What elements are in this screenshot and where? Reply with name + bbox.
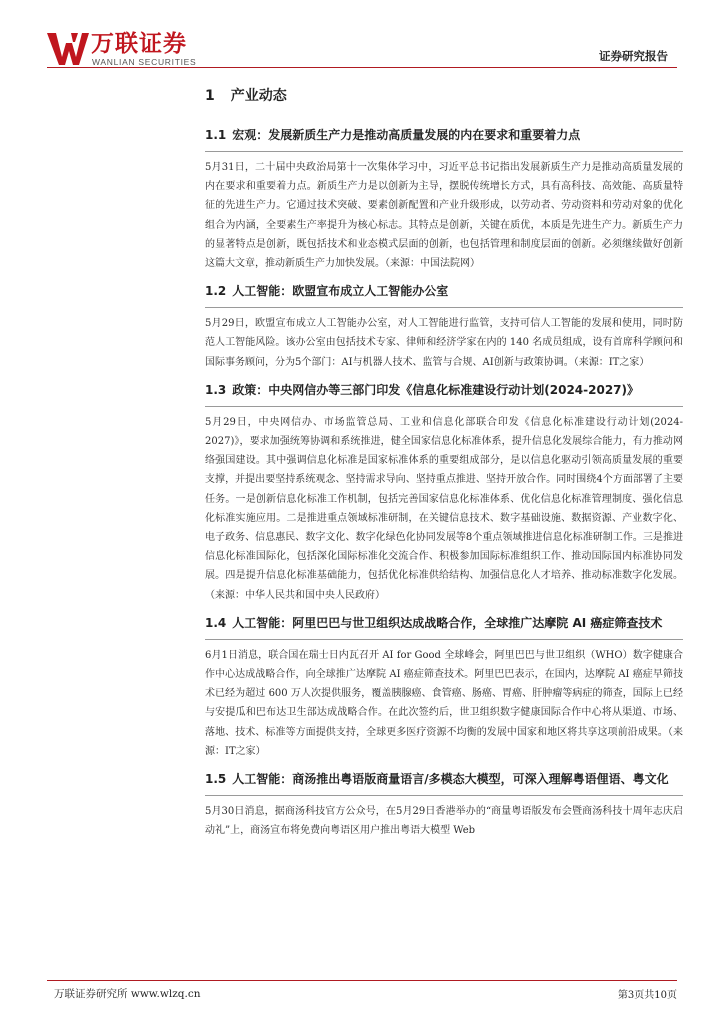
logo-w-mark-icon <box>47 31 89 67</box>
report-type-label: 证券研究报告 <box>599 49 668 63</box>
subsection-title: 人工智能：阿里巴巴与世卫组织达成战略合作，全球推广达摩院 AI 癌症筛查技术 <box>232 615 663 630</box>
section-number: 1 <box>205 88 215 104</box>
subsection-1-2 <box>205 281 685 372</box>
subsection-title: 人工智能：欧盟宣布成立人工智能办公室 <box>232 284 449 299</box>
subsection-body: 6月1日消息，联合国在瑞士日内瓦召开 AI for Good 全球峰会，阿里巴巴与世卫组织（WHO）数字健康合作中心达成战略合作，向全球推广达摩院 AI 癌症筛查技术。阿里巴巴表示，在国内，达摩院 AI 癌症早筛技术已经为超过 600 万人次提供服务，覆盖胰腺癌、食管癌、肠癌、胃癌、肝肿瘤等病症的筛查，国际上已经与安提瓜和巴布达卫生部达成战略合作。在此次签约后，世卫组织数字健康国际合作中心将从渠道、市场、落地、技术、标准等方面提供支持，全球更多医疗资源不均衡的发展中国家和地区将共享这项前沿成果。（来源：IT之家） <box>205 649 683 757</box>
subsection-title: 宏观：发展新质生产力是推动高质量发展的内在要求和重要着力点 <box>232 128 581 142</box>
subsection-number: 1.3 <box>205 382 227 397</box>
main-content <box>205 80 685 848</box>
subsection-1-5 <box>205 769 685 840</box>
subsection-1-1 <box>205 125 685 273</box>
subsection-heading <box>205 281 683 308</box>
subsection-title: 政策：中央网信办等三部门印发《信息化标准建设行动计划(2024-2027)》 <box>232 382 640 397</box>
section-title: 产业动态 <box>230 88 287 104</box>
logo-english-name: WANLIAN SECURITIES <box>92 57 197 67</box>
subsection-1-4 <box>205 613 685 761</box>
footer-divider <box>47 980 677 981</box>
header-divider <box>47 67 677 68</box>
subsection-body: 5月29日，欧盟宣布成立人工智能办公室，对人工智能进行监管，支持可信人工智能的发展和使用，同时防范人工智能风险。该办公室由包括技术专家、律师和经济学家在内的 140 名成员组成，设有首席科学顾问和国际事务顾问，分为5个部门：AI与机器人技术、监管与合规、AI创新与政策协调。（来源：IT之家） <box>205 318 683 368</box>
page-header <box>0 0 724 74</box>
logo-chinese-name: 万联证券 <box>91 31 187 57</box>
subsection-number: 1.1 <box>205 128 227 142</box>
company-logo <box>47 31 207 71</box>
subsection-number: 1.4 <box>205 615 227 630</box>
subsection-heading <box>205 769 683 796</box>
subsection-heading <box>205 380 683 407</box>
subsection-body: 5月30日消息，据商汤科技官方公众号，在5月29日香港举办的“商量粤语版发布会暨商汤科技十周年志庆启动礼”上，商汤宣布将免费向粤语区用户推出粤语大模型 Web <box>205 806 683 837</box>
subsection-body: 5月29日，中央网信办、市场监管总局、工业和信息化部联合印发《信息化标准建设行动计划(2024-2027)》，要求加强统筹协调和系统推进，健全国家信息化标准体系，提升信息化发展综合能力，有力推动网络强国建设。其中强调信息化标准是国家标准体系的重要组成部分，是以信息化驱动引领高质量发展的重要支撑，并提出要坚持系统观念、坚持需求导向、坚持重点推进、坚持开放合作。同时围绕4个方面部署了主要任务。一是创新信息化标准工作机制，包括完善国家信息化标准体系、优化信息化标准管理制度、强化信息化标准实施应用。二是推进重点领域标准研制，在关键信息技术、数字基础设施、数据资源、产业数字化、电子政务、信息惠民、数字文化、数字化绿色化协同发展等8个重点领域推进信息化标准研制工作。三是推进信息化标准国际化，包括深化国际标准化交流合作、积极参加国际标准组织工作、推动国际国内标准协同发展。四是提升信息化标准基础能力，包括优化标准供给结构、加强信息化人才培养、推动标准数字化发展。（来源：中华人民共和国中央人民政府） <box>205 416 683 601</box>
subsection-title: 人工智能：商汤推出粤语版商量语言/多模态大模型，可深入理解粤语俚语、粤文化 <box>232 772 669 787</box>
subsection-number: 1.5 <box>205 772 227 787</box>
subsection-body: 5月31日，二十届中央政治局第十一次集体学习中，习近平总书记指出发展新质生产力是推动高质量发展的内在要求和重要着力点。新质生产力是以创新为主导，摆脱传统增长方式，具有高科技、高效能、高质量特征的先进生产力。它通过技术突破、要素创新配置和产业升级形成，以劳动者、劳动资料和劳动对象的优化组合为内涵，全要素生产率提升为核心标志。其特点是创新，关键在质优，本质是先进生产力。新质生产力的显著特点是创新，既包括技术和业态模式层面的创新，也包括管理和制度层面的创新。必须继续做好创新这篇大文章，推动新质生产力加快发展。（来源：中国法院网） <box>205 162 683 270</box>
subsection-heading <box>205 125 683 152</box>
subsection-number: 1.2 <box>205 284 227 299</box>
section-heading <box>205 85 685 107</box>
subsection-heading <box>205 613 683 640</box>
footer-source-website: 万联证券研究所 www.wlzq.cn <box>54 988 201 1000</box>
footer-page-number: 第3页共10页 <box>617 990 677 1001</box>
subsection-1-3 <box>205 380 685 605</box>
